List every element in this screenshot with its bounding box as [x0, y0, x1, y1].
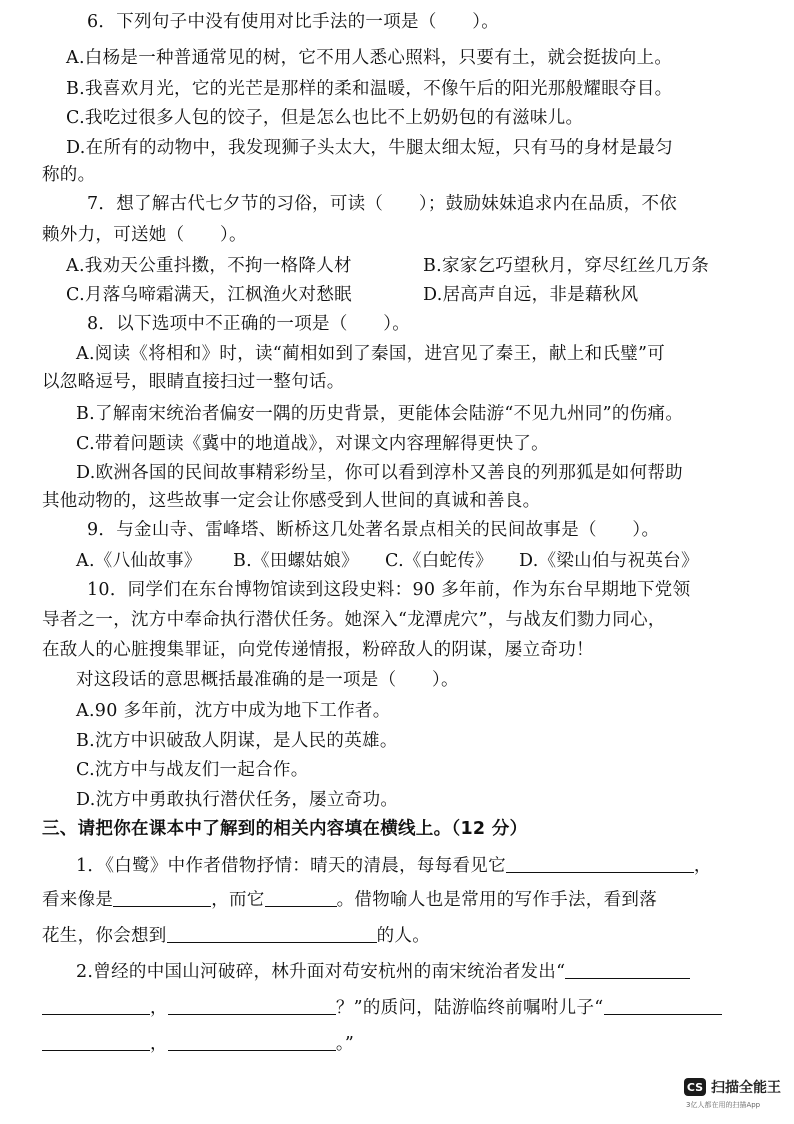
- answer-blank-1[interactable]: [506, 871, 694, 873]
- question-7-option-d: D.居高声自远，非是藉秋风: [423, 285, 639, 305]
- question-10-stem-line2: 导者之一，沈方中奉命执行潜伏任务。她深入“龙潭虎穴”，与战友们勠力同心，: [42, 610, 666, 630]
- question-7-option-b: B.家家乞巧望秋月，穿尽红丝几万条: [423, 256, 710, 276]
- fill-1-line1-text: 1．《白鹭》中作者借物抒情：晴天的清晨，每每看见它: [76, 856, 506, 876]
- fill-1-line2: [42, 892, 657, 910]
- fill-2-line2: [42, 1000, 722, 1018]
- question-9-option-a: A.《八仙故事》: [76, 551, 202, 571]
- answer-blank-5[interactable]: [565, 977, 690, 979]
- question-8-option-c: C.带着问题读《冀中的地道战》，对课文内容理解得更快了。: [76, 434, 549, 454]
- fill-2-line3-comma: ，: [150, 1034, 168, 1054]
- question-10-option-b: B.沈方中识破敌人阴谋，是人民的英雄。: [76, 731, 398, 751]
- question-6-option-d-line2: 称的。: [42, 165, 96, 185]
- watermark-tagline: 3亿人都在用的扫描App: [686, 1101, 761, 1109]
- question-6-option-c: C.我吃过很多人包的饺子，但是怎么也比不上奶奶包的有滋味儿。: [66, 108, 584, 128]
- question-7-stem-line2: 赖外力，可送她（ ）。: [42, 225, 247, 245]
- question-8-stem: 8．以下选项中不正确的一项是（ ）。: [87, 314, 411, 334]
- question-7-option-c: C.月落乌啼霜满天，江枫渔火对愁眠: [66, 285, 352, 305]
- question-6-option-a: A.白杨是一种普通常见的树，它不用人悉心照料，只要有土，就会挺拔向上。: [66, 48, 673, 68]
- question-10-stem-line1: 10．同学们在东台博物馆读到这段史料：90 多年前，作为东台早期地下党领: [87, 580, 691, 600]
- fill-1-line2-text-b: ，而它: [211, 890, 265, 910]
- scanner-watermark: [684, 1077, 781, 1097]
- question-10-stem-line3: 在敌人的心脏搜集罪证，向党传递情报，粉碎敌人的阴谋，屡立奇功！: [42, 640, 594, 660]
- watermark-app-name: 扫描全能王: [711, 1080, 781, 1096]
- question-8-option-d-line2: 其他动物的，这些故事一定会让你感受到人世间的真诚和善良。: [42, 491, 541, 511]
- question-10-option-a: A.90 多年前，沈方中成为地下工作者。: [76, 701, 391, 721]
- fill-2-line2-text: ？”的质问，陆游临终前嘱咐儿子“: [335, 998, 604, 1018]
- question-6-stem: 6．下列句子中没有使用对比手法的一项是（ ）。: [87, 12, 500, 32]
- fill-2-line3-end: 。”: [335, 1034, 355, 1054]
- question-9-option-c: C.《白蛇传》: [385, 551, 493, 571]
- question-8-option-d-line1: D.欧洲各国的民间故事精彩纷呈，你可以看到淳朴又善良的列那狐是如何帮助: [76, 463, 683, 483]
- fill-2-line1-text: 2.曾经的中国山河破碎，林升面对苟安杭州的南宋统治者发出“: [76, 962, 566, 982]
- fill-2-line1: [76, 964, 690, 982]
- answer-blank-3[interactable]: [265, 905, 337, 907]
- fill-2-line3: [42, 1036, 354, 1054]
- question-8-option-a-line1: A.阅读《将相和》时，读“蔺相如到了秦国，进宫见了秦王，献上和氏璧”可: [76, 344, 666, 364]
- fill-1-line3-text-a: 花生，你会想到: [42, 926, 167, 946]
- question-8-option-a-line2: 以忽略逗号，眼睛直接扫过一整句话。: [42, 372, 345, 392]
- question-6-option-b: B.我喜欢月光，它的光芒是那样的柔和温暖，不像午后的阳光那般耀眼夺目。: [66, 79, 673, 99]
- question-6-option-d-line1: D.在所有的动物中，我发现狮子头太大，牛腿太细太短，只有马的身材是最匀: [66, 138, 673, 158]
- fill-1-line1-end: ，: [693, 856, 712, 876]
- fill-1-line2-text-c: 。借物喻人也是常用的写作手法，看到落: [336, 890, 658, 910]
- answer-blank-9[interactable]: [42, 1049, 150, 1051]
- section-3-heading: 三、请把你在课本中了解到的相关内容填在横线上。（12 分）: [42, 819, 528, 839]
- question-10-option-d: D.沈方中勇敢执行潜伏任务，屡立奇功。: [76, 790, 399, 810]
- fill-1-line1: [76, 858, 712, 876]
- question-10-option-c: C.沈方中与战友们一起合作。: [76, 760, 309, 780]
- fill-1-line2-text-a: 看来像是: [42, 890, 114, 910]
- answer-blank-8[interactable]: [604, 1013, 722, 1015]
- question-9-option-b: B.《田螺姑娘》: [233, 551, 359, 571]
- question-10-stem-line4: 对这段话的意思概括最准确的是一项是（ ）。: [76, 670, 459, 690]
- answer-blank-4[interactable]: [167, 941, 377, 943]
- answer-blank-7[interactable]: [168, 1013, 336, 1015]
- answer-blank-6[interactable]: [42, 1013, 150, 1015]
- fill-1-line3: [42, 928, 430, 946]
- camscanner-logo-icon: CS: [684, 1078, 706, 1096]
- question-9-stem: 9．与金山寺、雷峰塔、断桥这几处著名景点相关的民间故事是（ ）。: [87, 520, 660, 540]
- question-7-option-a: A.我劝天公重抖擞，不拘一格降人材: [66, 256, 352, 276]
- answer-blank-2[interactable]: [113, 905, 211, 907]
- fill-2-line2-comma: ，: [150, 998, 168, 1018]
- answer-blank-10[interactable]: [168, 1049, 336, 1051]
- question-9-option-d: D.《梁山伯与祝英台》: [519, 551, 699, 571]
- fill-1-line3-text-b: 的人。: [376, 926, 431, 946]
- question-8-option-b: B.了解南宋统治者偏安一隅的历史背景，更能体会陆游“不见九州同”的伤痛。: [76, 404, 684, 424]
- question-7-stem-line1: 7．想了解古代七夕节的习俗，可读（ ）；鼓励妹妹追求内在品质，不依: [87, 194, 678, 214]
